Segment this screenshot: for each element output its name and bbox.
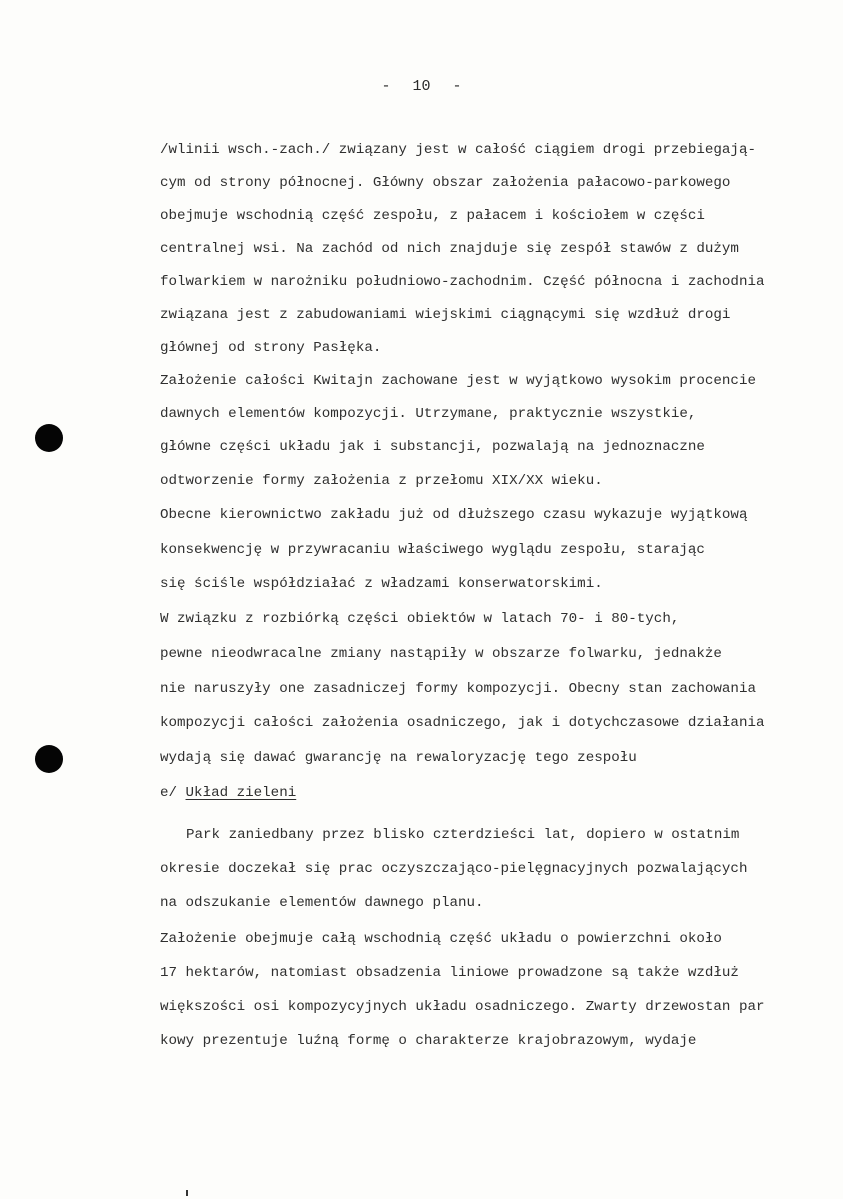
text-line: konsekwencję w przywracaniu właściwego wyglądu zespołu, starając [160, 542, 705, 558]
punch-hole-top [35, 424, 63, 452]
text-line: odtworzenie formy założenia z przełomu XIX/XX wieku. [160, 473, 603, 489]
text-line: okresie doczekał się prac oczyszczająco-pielęgnacyjnych pozwalających [160, 861, 748, 877]
section-heading [160, 784, 296, 802]
page-number: 10 [412, 78, 431, 95]
text-line: Założenie obejmuje całą wschodnią część układu o powierzchni około [160, 931, 722, 947]
text-line: głównej od strony Pasłęka. [160, 340, 382, 356]
text-line: się ściśle współdziałać z władzami konserwatorskimi. [160, 576, 603, 592]
text-line: pewne nieodwracalne zmiany nastąpiły w obszarze folwarku, jednakże [160, 646, 722, 662]
text-line: Park zaniedbany przez blisko czterdzieści lat, dopiero w ostatnim [186, 827, 740, 843]
text-line: cym od strony północnej. Główny obszar założenia pałacowo-parkowego [160, 175, 731, 191]
text-line: /wlinii wsch.-zach./ związany jest w całość ciągiem drogi przebiegają- [160, 142, 756, 158]
text-line: kowy prezentuje luźną formę o charakterze krajobrazowym, wydaje [160, 1033, 697, 1049]
text-line: Założenie całości Kwitajn zachowane jest w wyjątkowo wysokim procencie [160, 373, 756, 389]
text-line: obejmuje wschodnią część zespołu, z pałacem i kościołem w części [160, 208, 705, 224]
scan-mark [186, 1190, 188, 1196]
text-line: wydają się dawać gwarancję na rewaloryzację tego zespołu [160, 750, 637, 766]
text-line: 17 hektarów, natomiast obsadzenia liniowe prowadzone są także wzdłuż [160, 965, 739, 981]
text-line: większości osi kompozycyjnych układu osadniczego. Zwarty drzewostan par [160, 999, 765, 1015]
punch-hole-bottom [35, 745, 63, 773]
text-line: folwarkiem w narożniku południowo-zachodnim. Część północna i zachodnia [160, 274, 765, 290]
text-line: nie naruszyły one zasadniczej formy kompozycji. Obecny stan zachowania [160, 681, 756, 697]
text-line: na odszukanie elementów dawnego planu. [160, 895, 484, 911]
section-heading-prefix: e/ [160, 785, 178, 801]
text-line: związana jest z zabudowaniami wiejskimi ciągnącymi się wzdłuż drogi [160, 307, 731, 323]
text-line: centralnej wsi. Na zachód od nich znajduje się zespół stawów z dużym [160, 241, 739, 257]
text-line: W związku z rozbiórką części obiektów w latach 70- i 80-tych, [160, 611, 680, 627]
text-line: kompozycji całości założenia osadniczego, jak i dotychczasowe działania [160, 715, 765, 731]
page-number-header: - 10 - [381, 78, 462, 95]
section-heading-title: Układ zieleni [185, 785, 297, 801]
text-line: dawnych elementów kompozycji. Utrzymane, praktycznie wszystkie, [160, 406, 697, 422]
text-line: Obecne kierownictwo zakładu już od dłuższego czasu wykazuje wyjątkową [160, 507, 748, 523]
text-line: główne części układu jak i substancji, pozwalają na jednoznaczne [160, 439, 705, 455]
